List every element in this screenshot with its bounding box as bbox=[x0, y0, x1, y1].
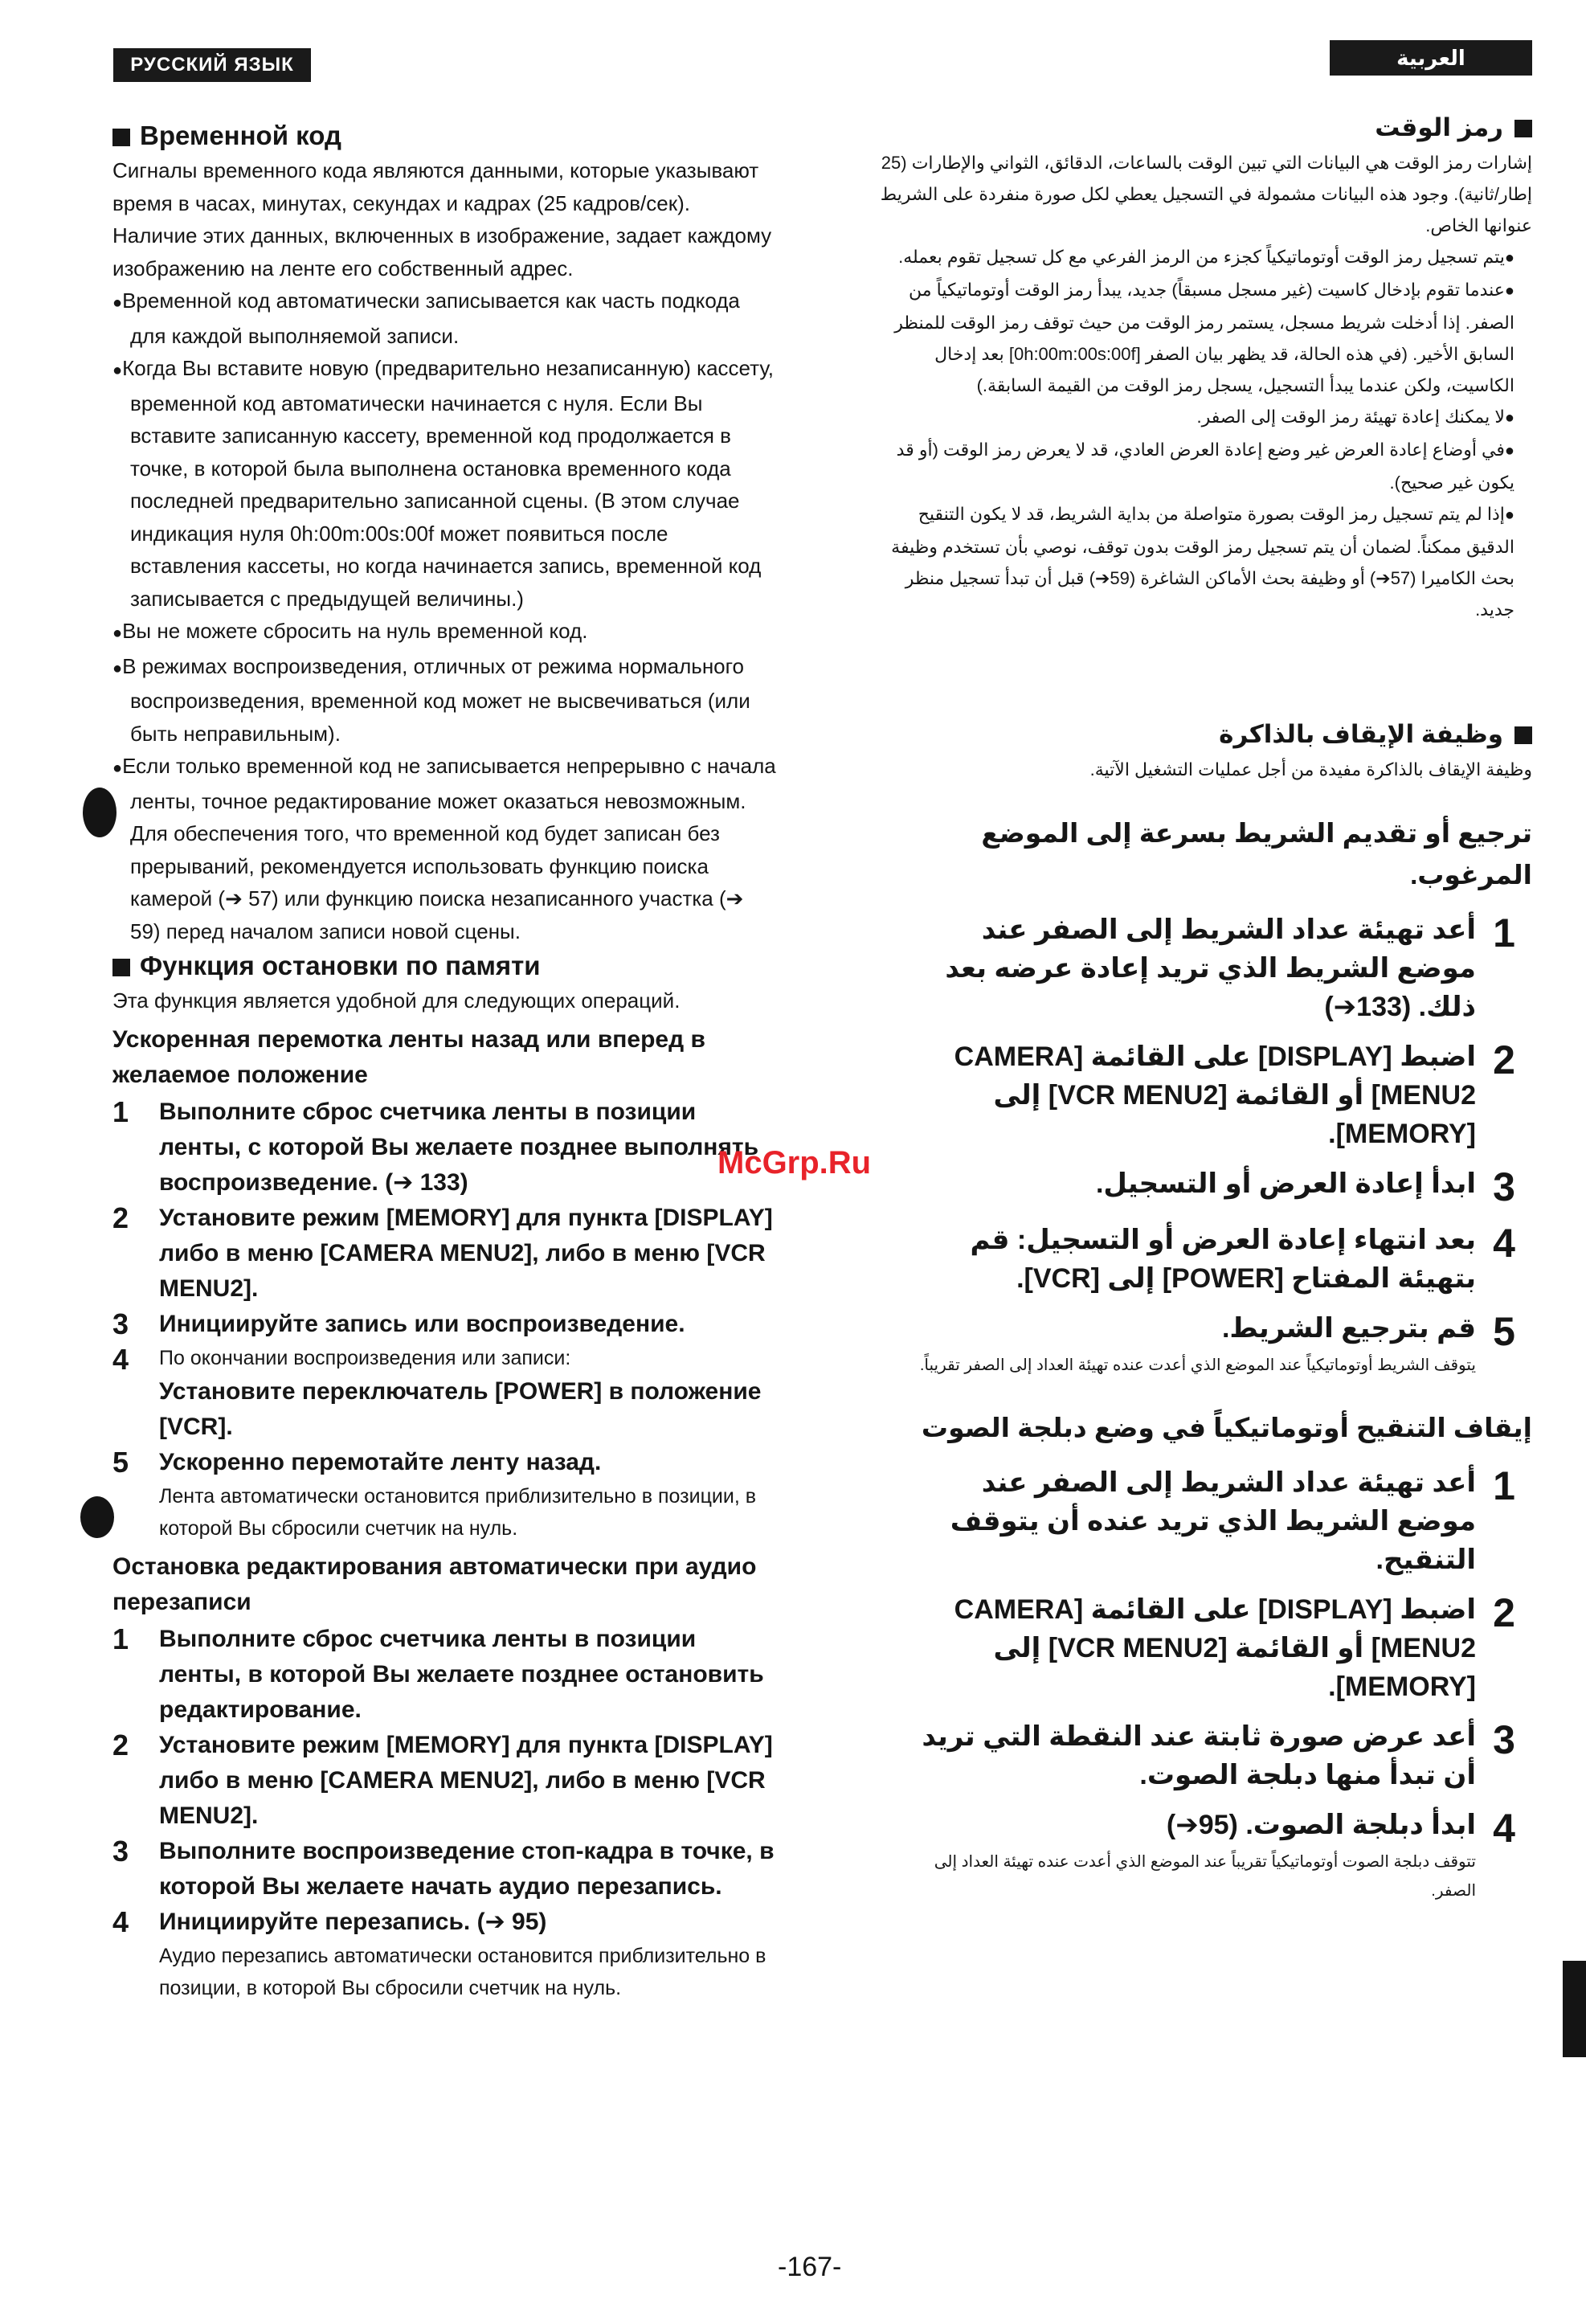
bullet-dot-icon: ● bbox=[112, 362, 123, 379]
arabic-column bbox=[880, 108, 1532, 1917]
step-item: 2 اضبط [DISPLAY] على القائمة [CAMERA MENU2] أو القائمة [VCR MENU2] إلى [MEMORY]. bbox=[954, 1037, 1515, 1149]
bullet-item: ●Временной код автоматически записывается как часть подкода для каждой выполняемой записи. bbox=[112, 288, 740, 348]
bullet-dot-icon: ● bbox=[1504, 409, 1514, 427]
step-item: 4 По окончании воспроизведения или записи: Установите переключатель [POWER] в положение [VCR]. bbox=[112, 1342, 762, 1440]
step-item: 1 أعد تهيئة عداد الشريط إلى الصفر عند موضع الشريط الذي تريد عنده أن يتوقف التنقيح. bbox=[950, 1463, 1515, 1575]
section-heading-timecode-ar: رمز الوقت bbox=[880, 108, 1532, 147]
bullet-item: ●عندما تقوم بإدخال كاسيت (غير مسجل مسبقاً) جديد، يبدأ رمز الوقت أوتوماتيكياً من الصفر. إذا أدخلت شريط مسجل، يستمر رمز الوقت من حيث توقف رمز الوقت للمنظر السابق الأخير. (في هذه الحالة، قد يظهر بيان الصفر [0h:00m:00s:00f] بعد إدخال الكاسيت، ولكن عندما يبدأ التسجيل، يسجل رمز الوقت من القيمة السابقة.) bbox=[894, 280, 1514, 395]
square-bullet-icon bbox=[112, 129, 130, 146]
step-item: 3 ابدأ إعادة العرض أو التسجيل. bbox=[1095, 1164, 1515, 1209]
step-item: 2 اضبط [DISPLAY] على القائمة [CAMERA MENU2] أو القائمة [VCR MENU2] إلى [MEMORY]. bbox=[954, 1590, 1515, 1702]
subheading-audio-dub-stop-ar: إيقاف التنقيح أوتوماتيكياً في وضع دبلجة الصوت bbox=[921, 1413, 1532, 1442]
bullet-dot-icon: ● bbox=[1504, 442, 1514, 460]
step-item: 2 Установите режим [MEMORY] для пункта [DISPLAY] либо в меню [CAMERA MENU2], либо в меню [VCR MENU2]. bbox=[112, 1201, 773, 1302]
bullet-dot-icon: ● bbox=[112, 759, 123, 777]
subheading-fast-rewind: Ускоренная перемотка ленты назад или вперед в желаемое положение bbox=[112, 1025, 705, 1088]
language-tab-russian: РУССКИЙ ЯЗЫК bbox=[113, 48, 311, 82]
bullet-item: ●إذا لم يتم تسجيل رمز الوقت بصورة متواصلة من بداية الشريط، قد لا يكون التنقيح الدقيق ممكناً. لضمان أن يتم تسجيل رمز الوقت بدون توقف، نوصي بأن تستخدم وظيفة بحث الكاميرا (57➔) أو وظيفة بحث الأماكن الشاغرة (59➔) قبل أن تبدأ تسجيل منظر جديد. bbox=[891, 504, 1514, 620]
step-item: 5 Ускоренно перемотайте ленту назад. Лента автоматически остановится приблизительно в позиции, в которой Вы сбросили счетчик на нуль. bbox=[112, 1445, 756, 1540]
section-heading-memory-stop: Функция остановки по памяти bbox=[112, 947, 779, 984]
paragraph: Эта функция является удобной для следующих операций. bbox=[112, 988, 681, 1013]
step-item: 3 Выполните воспроизведение стоп-кадра в точке, в которой Вы желаете начать аудио перезапись. bbox=[112, 1834, 775, 1900]
section-heading-memory-stop-ar: وظيفة الإيقاف بالذاكرة bbox=[880, 715, 1532, 754]
step-item: 4 بعد انتهاء إعادة العرض أو التسجيل: قم بتهيئة المفتاح [POWER] إلى [VCR]. bbox=[970, 1221, 1515, 1294]
section-heading-timecode: Временной код bbox=[112, 117, 779, 154]
bullet-dot-icon: ● bbox=[112, 624, 123, 642]
paragraph: Сигналы временного кода являются данными, которые указывают время в часах, минутах, секундах и кадрах (25 кадров/сек). bbox=[112, 158, 759, 215]
step-item: 1 أعد تهيئة عداد الشريط إلى الصفر عند موضع الشريط الذي تريد إعادة عرضه بعد ذلك. (133➔) bbox=[945, 910, 1515, 1022]
paragraph: إشارات رمز الوقت هي البيانات التي تبين الوقت بالساعات، الدقائق، الثواني والإطارات (25 إطار/ثانية). وجود هذه البيانات مشمولة في التسجيل يعطي لكل صورة منفردة على الشريط عنوانها الخاص. bbox=[880, 153, 1532, 235]
binding-hole-mark bbox=[83, 788, 116, 837]
edge-marker-bar bbox=[1563, 1961, 1586, 2057]
square-bullet-icon bbox=[1514, 726, 1532, 744]
bullet-item: ●في أوضاع إعادة العرض غير وضع إعادة العرض العادي، قد لا يعرض رمز الوقت (أو قد يكون غير صحيح). bbox=[896, 440, 1514, 493]
paragraph: وظيفة الإيقاف بالذاكرة مفيدة من أجل عمليات التشغيل الآتية. bbox=[1089, 759, 1532, 779]
square-bullet-icon bbox=[112, 959, 130, 976]
russian-column bbox=[112, 117, 779, 2004]
bullet-dot-icon: ● bbox=[112, 659, 123, 677]
bullet-item: ●В режимах воспроизведения, отличных от режима нормального воспроизведения, временной код может не высвечиваться (или быть неправильным). bbox=[112, 653, 750, 746]
bullet-item: ●Вы не можете сбросить на нуль временной код. bbox=[112, 619, 588, 643]
subheading-audio-dub-stop: Остановка редактирования автоматически при аудио перезаписи bbox=[112, 1553, 757, 1615]
binding-hole-mark bbox=[80, 1496, 114, 1538]
bullet-item: ●لا يمكنك إعادة تهيئة رمز الوقت إلى الصفر. bbox=[1196, 407, 1514, 427]
bullet-item: ●Если только временной код не записывается непрерывно с начала ленты, точное редактирование может оказаться невозможным. Для обеспечения того, что временной код будет записан без прерываний, рекомендуется использовать функцию поиска камерой (➔ 57) или функцию поиска незаписанного участка (➔ 59) перед началом записи новой сцены. bbox=[112, 754, 776, 943]
step-item: 4 Инициируйте перезапись. (➔ 95) Аудио перезапись автоматически остановится приблизительно в позиции, в которой Вы сбросили счетчик на нуль. bbox=[112, 1905, 766, 1999]
watermark-text: McGrp.Ru bbox=[717, 1145, 872, 1180]
language-tab-arabic: العربية bbox=[1330, 40, 1532, 76]
bullet-dot-icon: ● bbox=[1504, 249, 1514, 267]
square-bullet-icon bbox=[1514, 120, 1532, 137]
subheading-fast-rewind-ar: ترجيع أو تقديم الشريط بسرعة إلى الموضع المرغوب. bbox=[981, 818, 1532, 890]
step-item: 1 Выполните сброс счетчика ленты в позиции ленты, с которой Вы желаете позднее выполнять воспроизведение. (➔ 133) bbox=[112, 1094, 759, 1196]
bullet-item: ●يتم تسجيل رمز الوقت أوتوماتيكياً كجزء من الرمز الفرعي مع كل تسجيل تقوم بعمله. bbox=[898, 247, 1514, 267]
step-item: 2 Установите режим [MEMORY] для пункта [DISPLAY] либо в меню [CAMERA MENU2], либо в меню [VCR MENU2]. bbox=[112, 1728, 773, 1829]
bullet-dot-icon: ● bbox=[112, 294, 123, 312]
bullet-dot-icon: ● bbox=[1504, 506, 1514, 524]
bullet-item: ●Когда Вы вставите новую (предварительно незаписанную) кассету, временной код автоматически начинается с нуля. Если Вы вставите записанную кассету, временной код продолжается в точке, в которой была выполнена остановка временного кода последней предварительно записанной сцены. (В этом случае индикация нуля 0h:00m:00s:00f может появиться после вставления кассеты, но когда начинается запись, временной код записывается с предыдущей величины.) bbox=[112, 356, 774, 611]
paragraph: Наличие этих данных, включенных в изображение, задает каждому изображению на ленте его собственный адрес. bbox=[112, 223, 772, 280]
bullet-dot-icon: ● bbox=[1504, 282, 1514, 300]
step-item: 1 Выполните сброс счетчика ленты в позиции ленты, в которой Вы желаете позднее остановить редактирование. bbox=[112, 1622, 764, 1723]
step-item: 3 Инициируйте запись или воспроизведение. bbox=[112, 1307, 685, 1340]
step-item: 3 أعد عرض صورة ثابتة عند النقطة التي تريد أن تبدأ منها دبلجة الصوت. bbox=[922, 1717, 1515, 1790]
step-item: 5 قم بترجيع الشريط. يتوقف الشريط أوتوماتيكياً عند الموضع الذي أعدت عنده تهيئة العداد إلى الصفر تقريباً. bbox=[919, 1309, 1515, 1374]
step-item: 4 ابدأ دبلجة الصوت. (95➔) تتوقف دبلجة الصوت أوتوماتيكياً تقريباً عند الموضع الذي أعدت عنده تهيئة العداد إلى الصفر. bbox=[934, 1806, 1515, 1900]
page-number: -167- bbox=[778, 2252, 842, 2282]
